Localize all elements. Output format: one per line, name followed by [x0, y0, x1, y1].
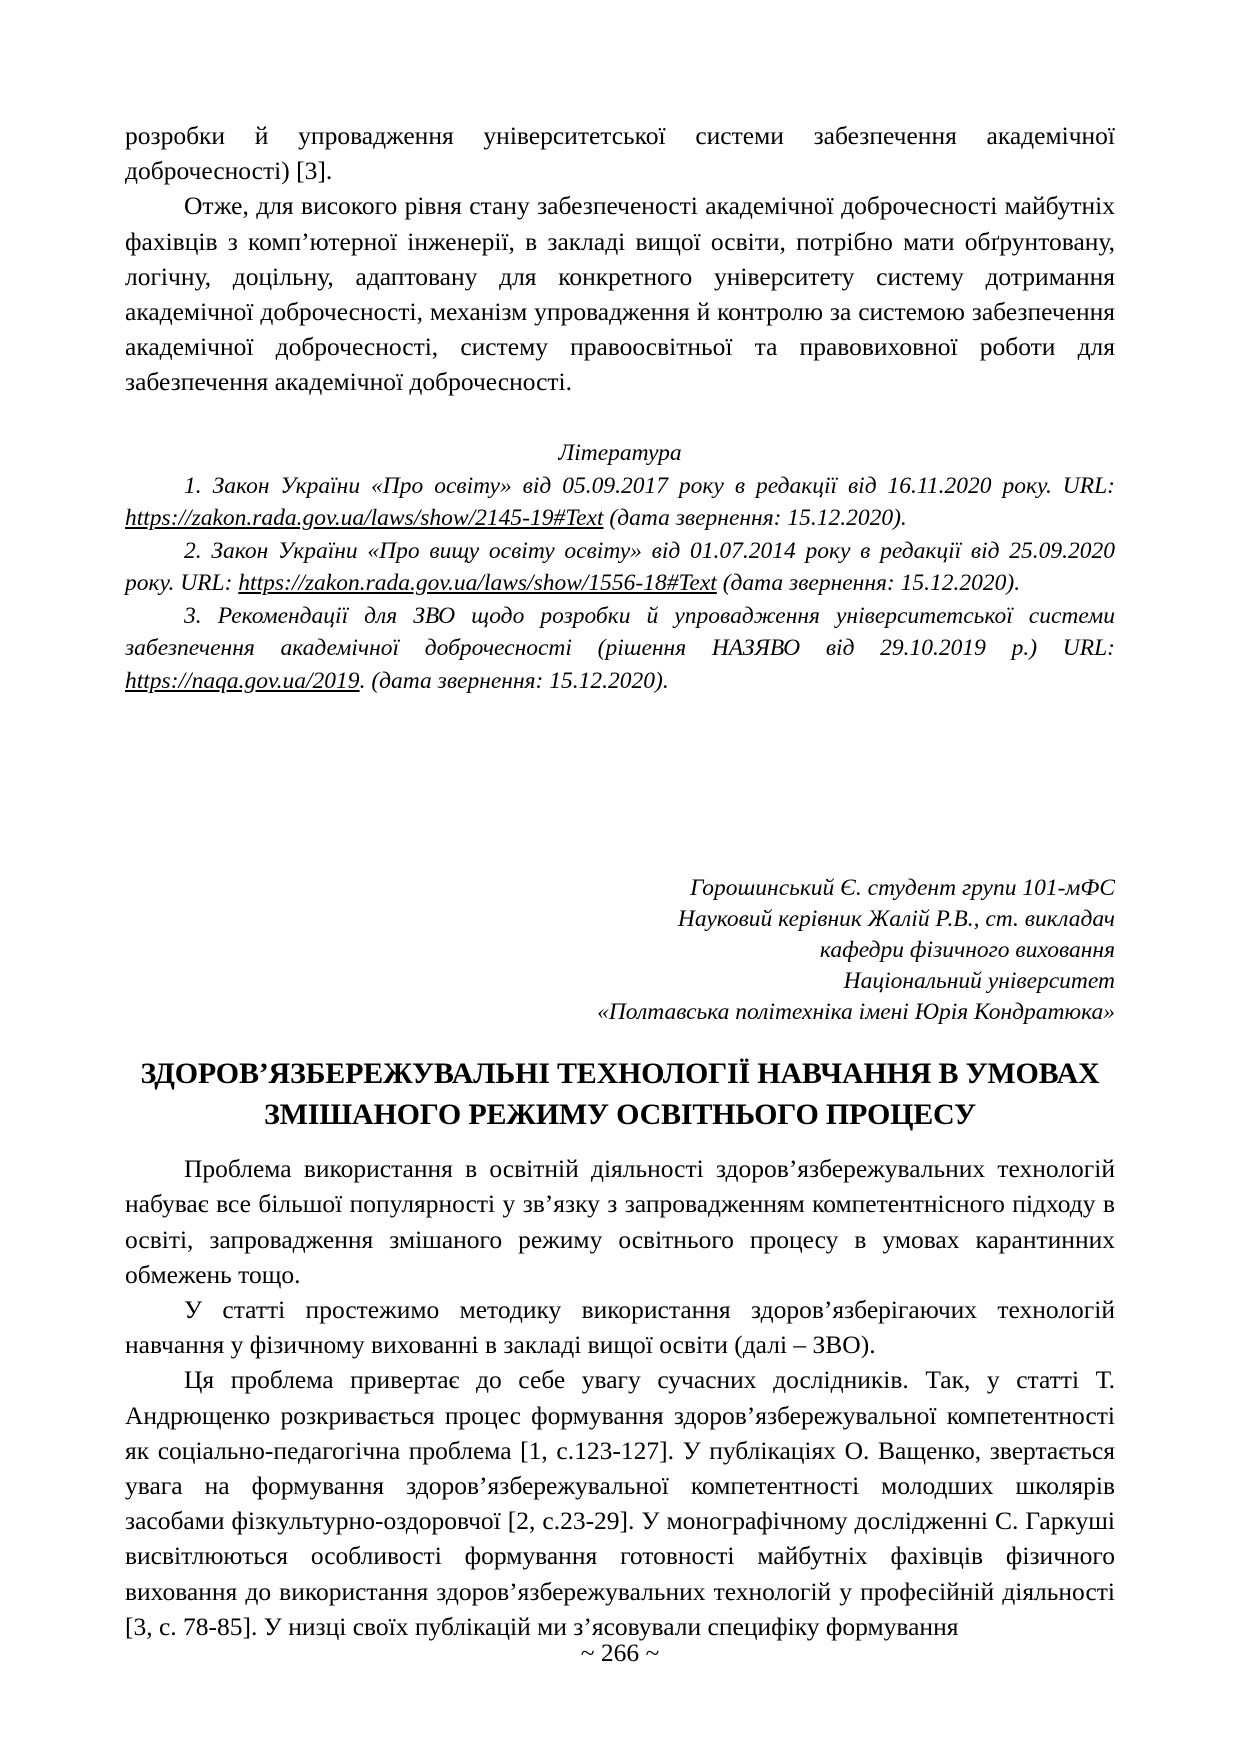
byline-line-author: Горошинський Є. студент групи 101-мФС — [690, 875, 1115, 902]
reference-2-text-after: (дата звернення: 15.12.2020). — [716, 570, 1021, 597]
previous-article-paragraph-1: розробки й упровадження університетської системи забезпечення академічної доброчесності) [3]. — [125, 121, 1115, 186]
page-content — [125, 118, 1115, 1644]
reference-item-3 — [125, 600, 1115, 698]
article-paragraph-2: У статті простежимо методику використання здоров’язберігаючих технологій навчання у фізичному вихованні в закладі вищої освіти (далі – ЗВО). — [125, 1294, 1115, 1360]
byline-block — [125, 873, 1115, 1028]
article-title: ЗДОРОВ’ЯЗБЕРЕЖУВАЛЬНІ ТЕХНОЛОГІЇ НАВЧАННЯ В УМОВАХ ЗМІШАНОГО РЕЖИМУ ОСВІТНЬОГО ПРОЦЕСУ — [140, 1057, 1100, 1131]
references-heading: Література — [558, 439, 682, 466]
byline-line-university-name: «Полтавська політехніка імені Юрія Кондратюка» — [597, 999, 1115, 1026]
article-paragraph-3: Ця проблема привертає до себе увагу сучасних дослідників. Так, у статті Т. Андрющенко розкривається процес формування здоров’язбережувальної компетентності як соціально-педагогічна проблема [1, с.123-127]. У публікаціях О. Ващенко, звертається увага на формування здоров’язбережувальної компетентності молодших школярів засобами фізкультурно-оздоровчої [2, с.23-29]. У монографічному дослідженні С. Гаркуші висвітлюються особливості формування готовності майбутніх фахівців фізичного виховання до використання здоров’язбережувальних технологій у професійній діяльності [3, с. 78-85]. У низці своїх публікацій ми з’ясовували специфіку формування — [125, 1365, 1115, 1641]
spacer-before-byline — [125, 697, 1115, 873]
reference-3-text-before: 3. Рекомендації для ЗВО щодо розробки й упровадження університетської системи забезпечення академічної доброчесності (рішення НАЗЯВО від 29.10.2019 р.) URL: — [125, 602, 1115, 662]
reference-3-text-after: . (дата звернення: 15.12.2020). — [359, 667, 669, 694]
reference-1-text-before: 1. Закон України «Про освіту» від 05.09.2017 року в редакції від 16.11.2020 року. URL: — [184, 472, 1115, 499]
reference-item-2 — [125, 535, 1115, 600]
spacer-after-title — [125, 1135, 1115, 1151]
spacer-before-title — [125, 1028, 1115, 1054]
reference-1-text-after: (дата звернення: 15.12.2020). — [603, 505, 907, 532]
byline-line-department: кафедри фізичного виховання — [819, 937, 1115, 964]
page-number: ~ 266 ~ — [580, 1638, 660, 1667]
article-paragraph-1: Проблема використання в освітній діяльності здоров’язбережувальних технологій набуває все більшої популярності у зв’язку з запровадженням компетентнісного підходу в освіті, запровадження змішаного режиму освітнього процесу в умовах карантинних обмежень тощо. — [125, 1154, 1115, 1289]
byline-line-supervisor: Науковий керівник Жалій Р.В., ст. викладач — [677, 906, 1115, 933]
reference-1-url[interactable]: https://zakon.rada.gov.ua/laws/show/2145-19#Text — [125, 505, 604, 532]
reference-3-url[interactable]: https://naqa.gov.ua/2019 — [125, 667, 360, 694]
previous-article-paragraph-2: Отже, для високого рівня стану забезпеченості академічної доброчесності майбутніх фахівців з комп’ютерної інженерії, в закладі вищої освіти, потрібно мати обґрунтовану, логічну, доцільну, адаптовану для конкретного університету систему дотримання академічної доброчесності, механізм упровадження й контролю за системою забезпечення академічної доброчесності, систему правоосвітньої та правовиховної роботи для забезпечення академічної доброчесності. — [125, 191, 1115, 397]
byline-line-university: Національний університет — [843, 968, 1115, 995]
reference-2-text-before: 2. Закон України «Про вищу освіту освіту» від 01.07.2014 року в редакції від 25.09.2020 року. URL: — [125, 537, 1115, 597]
reference-2-url[interactable]: https://zakon.rada.gov.ua/laws/show/1556-18#Text — [238, 570, 717, 597]
reference-item-1 — [125, 470, 1115, 535]
spacer-before-references — [125, 400, 1115, 437]
